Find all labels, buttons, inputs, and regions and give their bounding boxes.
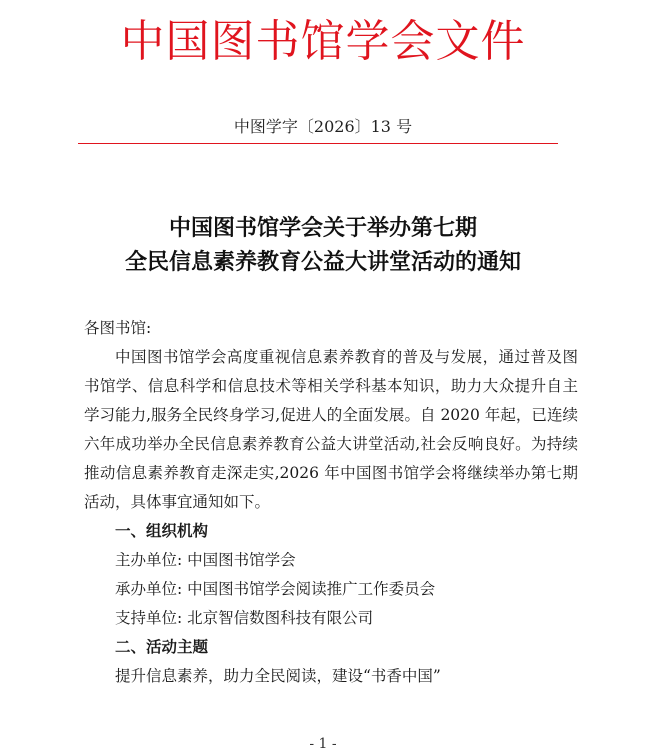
section-heading-theme: 二、活动主题 <box>115 638 209 656</box>
undertaker-line: 承办单位: 中国图书馆学会阅读推广工作委员会 <box>115 580 436 598</box>
notice-title-line-1: 中国图书馆学会关于举办第七期 <box>168 216 477 241</box>
red-divider-line <box>78 143 558 144</box>
notice-title <box>0 212 646 280</box>
document-masthead: 中国图书馆学会文件 <box>120 16 526 67</box>
notice-title-line-2: 全民信息素养教育公益大讲堂活动的通知 <box>124 250 521 275</box>
section-heading-organization: 一、组织机构 <box>115 522 209 540</box>
notice-body <box>84 314 578 691</box>
intro-paragraph: 中国图书馆学会高度重视信息素养教育的普及与发展，通过普及图书馆学、信息科学和信息技术等相关学科基本知识，助力大众提升自主学习能力,服务全民终身学习,促进人的全面发展。自 2020 年起，已连续六年成功举办全民信息素养教育公益大讲堂活动,社会反响良好。为持续推动信息素养教育走深走实,2026 年中国图书馆学会将继续举办第七期活动，具体事宜通知如下。 <box>84 348 578 511</box>
salutation: 各图书馆: <box>84 319 152 337</box>
supporter-line: 支持单位: 北京智信数图科技有限公司 <box>115 609 374 627</box>
organizer-line: 主办单位: 中国图书馆学会 <box>115 551 296 569</box>
theme-line: 提升信息素养，助力全民阅读，建设“书香中国” <box>115 667 441 685</box>
document-number: 中图学字〔2026〕13 号 <box>233 117 413 136</box>
page-number: - 1 - <box>309 736 337 752</box>
